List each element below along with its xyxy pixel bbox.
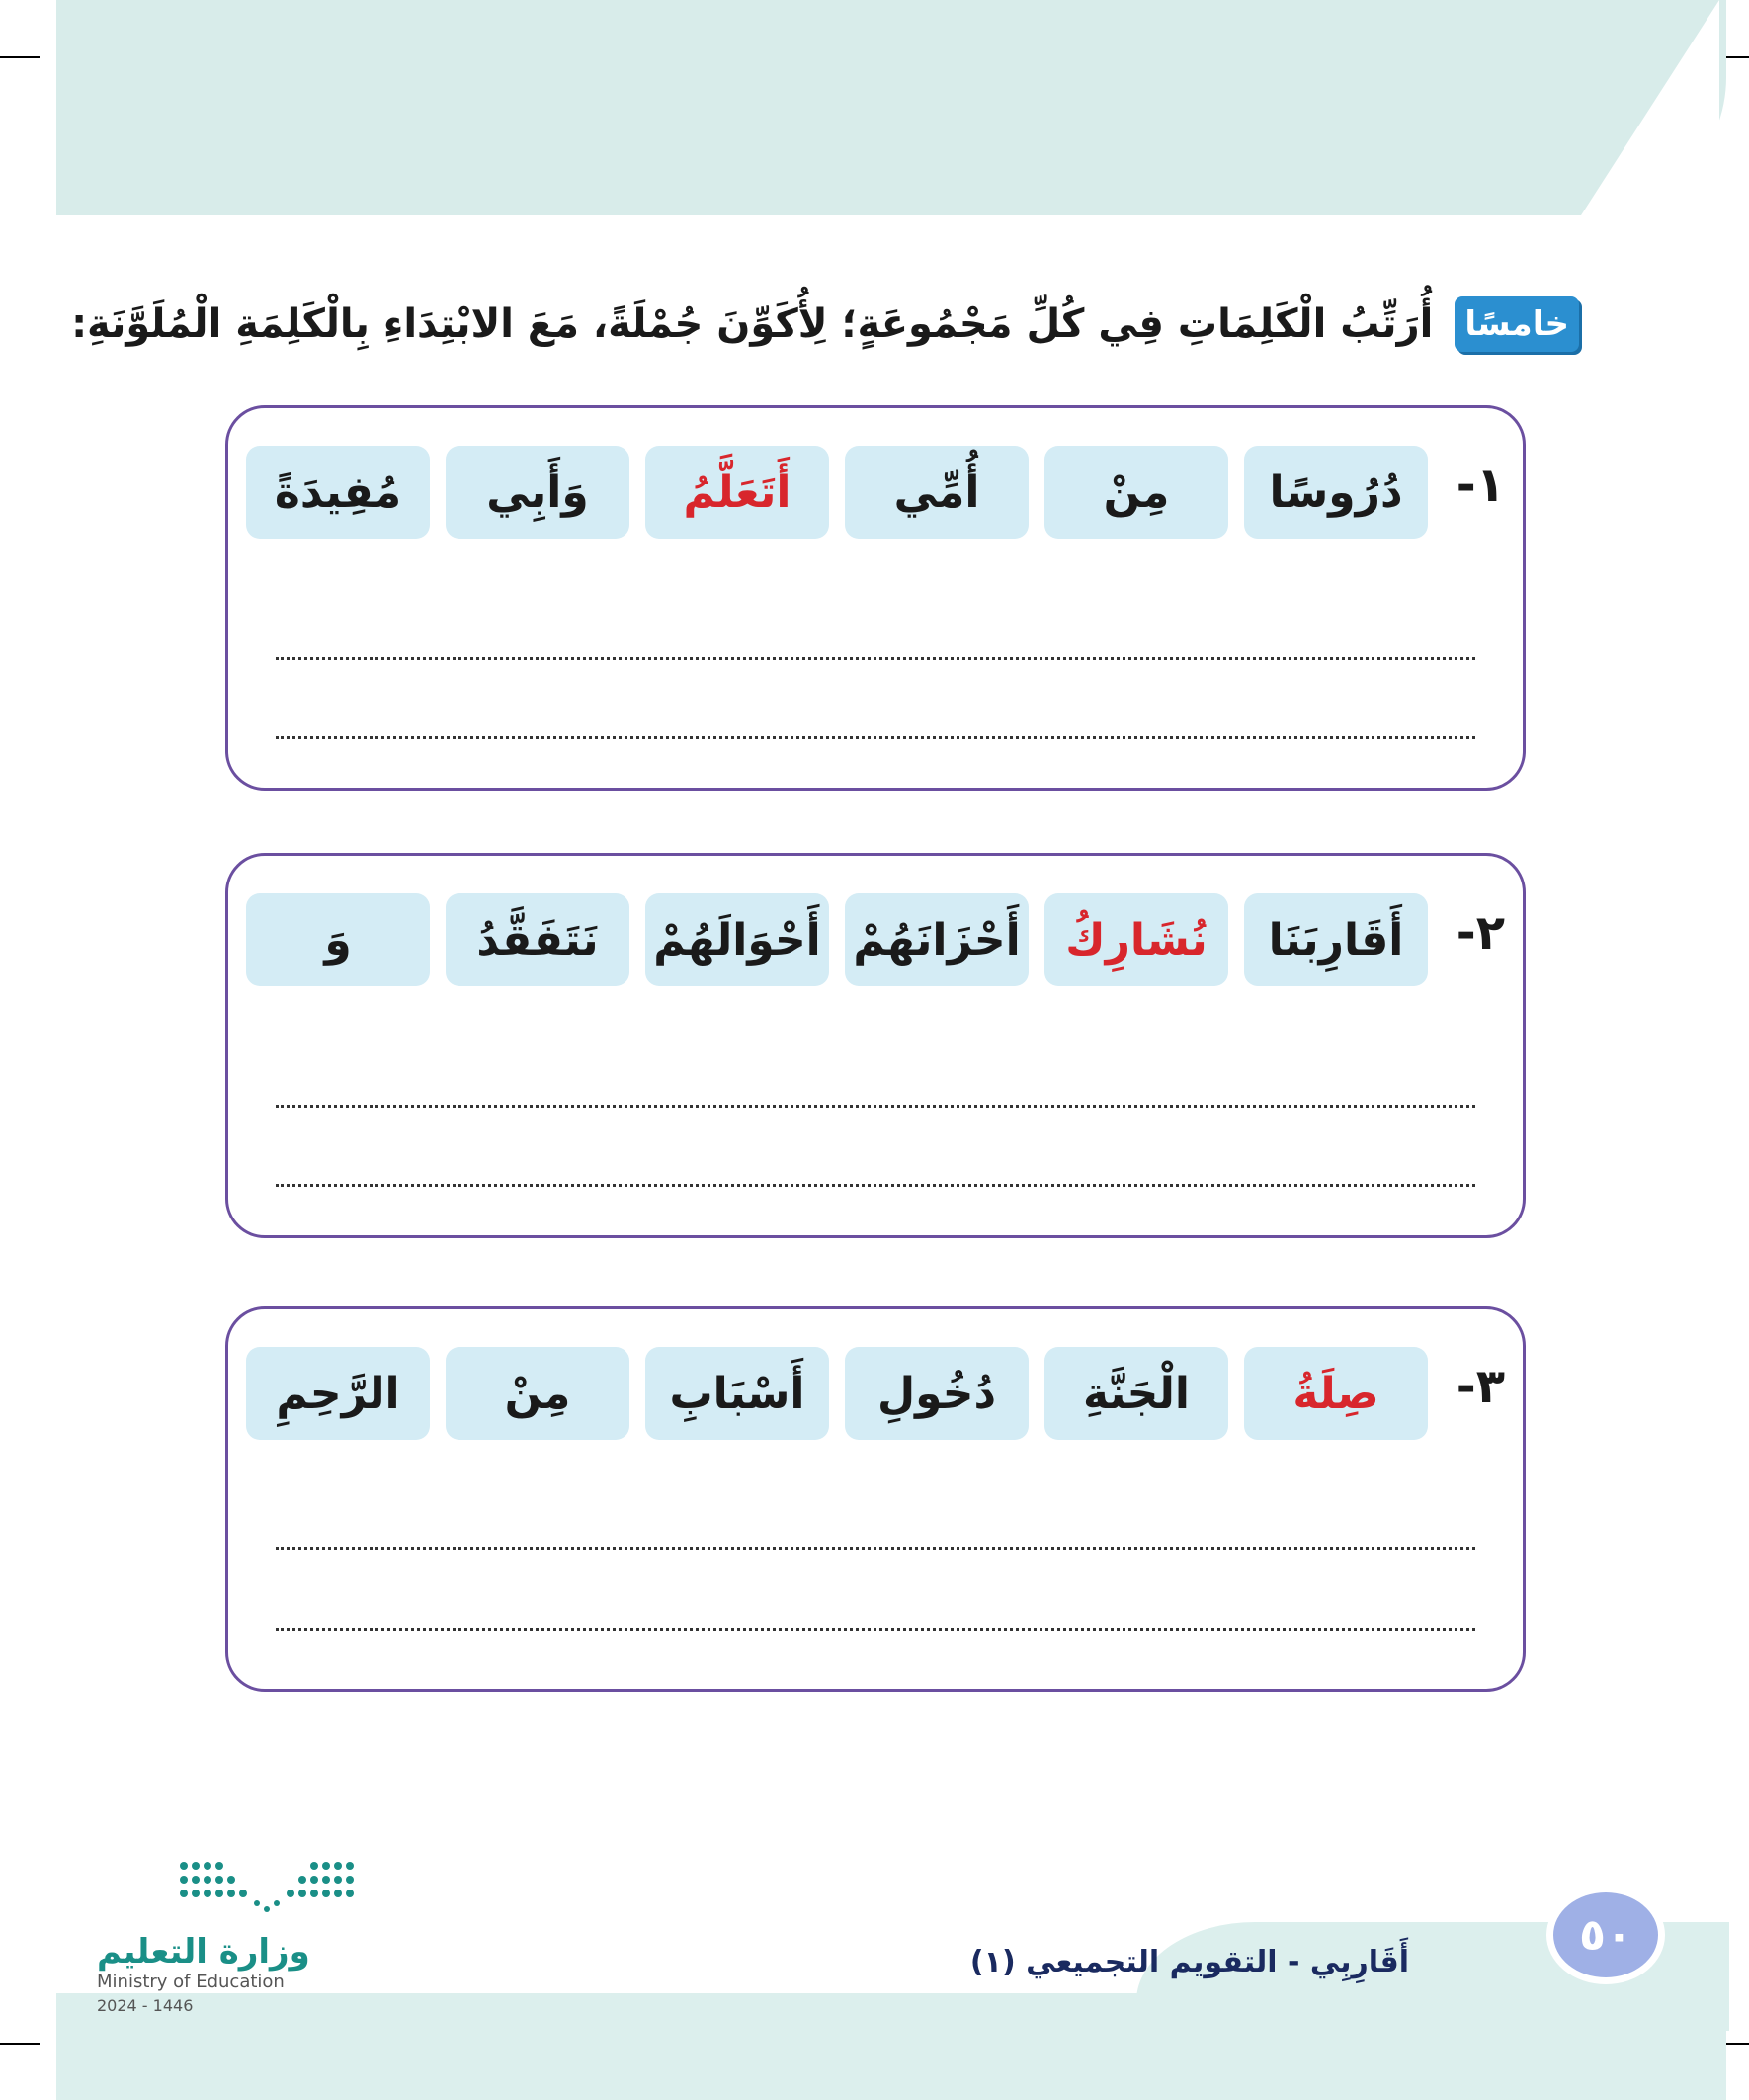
group-number: ٣- bbox=[1456, 1359, 1505, 1414]
word-tile[interactable]: أُمِّي bbox=[845, 446, 1029, 539]
word-tile[interactable]: أَحْوَالَهُمْ bbox=[645, 893, 829, 986]
word-tile[interactable]: مُفِيدَةً bbox=[246, 446, 430, 539]
answer-line[interactable] bbox=[276, 1184, 1475, 1187]
answer-line[interactable] bbox=[276, 1105, 1475, 1108]
word-tiles bbox=[246, 893, 1428, 986]
word-tile[interactable]: أَسْبَابِ bbox=[645, 1347, 829, 1440]
answer-line[interactable] bbox=[276, 1547, 1475, 1550]
word-tiles bbox=[246, 1347, 1428, 1440]
answer-line[interactable] bbox=[276, 657, 1475, 660]
group-number: ٢- bbox=[1456, 905, 1505, 961]
page-number-badge bbox=[1546, 1886, 1665, 1984]
header-band bbox=[56, 0, 1726, 215]
section-badge: خامسًا bbox=[1455, 296, 1579, 352]
word-tile[interactable]: أَحْزَانَهُمْ bbox=[845, 893, 1029, 986]
crop-mark bbox=[0, 56, 40, 58]
answer-line[interactable] bbox=[276, 1628, 1475, 1631]
word-tile[interactable]: الرَّحِمِ bbox=[246, 1347, 430, 1440]
word-tiles bbox=[246, 446, 1428, 539]
word-tile[interactable]: مِنْ bbox=[1044, 446, 1228, 539]
word-tile-colored[interactable]: أَتَعَلَّمُ bbox=[645, 446, 829, 539]
word-tile[interactable]: الْجَنَّةِ bbox=[1044, 1347, 1228, 1440]
crop-mark bbox=[0, 2043, 40, 2045]
word-tile[interactable]: وَأَبِي bbox=[446, 446, 629, 539]
instruction-row bbox=[71, 296, 1579, 352]
word-tile[interactable]: دُخُولِ bbox=[845, 1347, 1029, 1440]
word-tile[interactable]: نَتَفَقَّدُ bbox=[446, 893, 629, 986]
word-tile[interactable]: أَقَارِبَنَا bbox=[1244, 893, 1428, 986]
word-tile-colored[interactable]: صِلَةُ bbox=[1244, 1347, 1428, 1440]
answer-line[interactable] bbox=[276, 736, 1475, 739]
ministry-name-ar: وزارة التعليم bbox=[97, 1932, 310, 1972]
page-number: ٥٠ bbox=[1553, 1892, 1658, 1977]
word-group-1 bbox=[225, 405, 1526, 791]
word-group-3 bbox=[225, 1306, 1526, 1692]
word-tile-colored[interactable]: نُشَارِكُ bbox=[1044, 893, 1228, 986]
footer-band bbox=[56, 1993, 1726, 2100]
word-tile[interactable]: دُرُوسًا bbox=[1244, 446, 1428, 539]
word-tile[interactable]: وَ bbox=[246, 893, 430, 986]
ministry-logo-icon bbox=[178, 1858, 356, 1927]
group-number: ١- bbox=[1456, 458, 1505, 513]
word-tile[interactable]: مِنْ bbox=[446, 1347, 629, 1440]
instruction-text: أُرَتِّبُ الْكَلِمَاتِ فِي كُلِّ مَجْمُوعَةٍ؛ لِأُكَوِّنَ جُمْلَةً، مَعَ الابْتِدَاءِ بِالْكَلِمَةِ الْمُلَوَّنَةِ: bbox=[71, 301, 1434, 347]
edition-year: 2024 - 1446 bbox=[97, 1996, 194, 2015]
footer-title: أَقَارِبِي - التقويم التجميعي (١) bbox=[969, 1945, 1409, 1979]
word-group-2 bbox=[225, 853, 1526, 1238]
ministry-name-en: Ministry of Education bbox=[97, 1972, 285, 1992]
